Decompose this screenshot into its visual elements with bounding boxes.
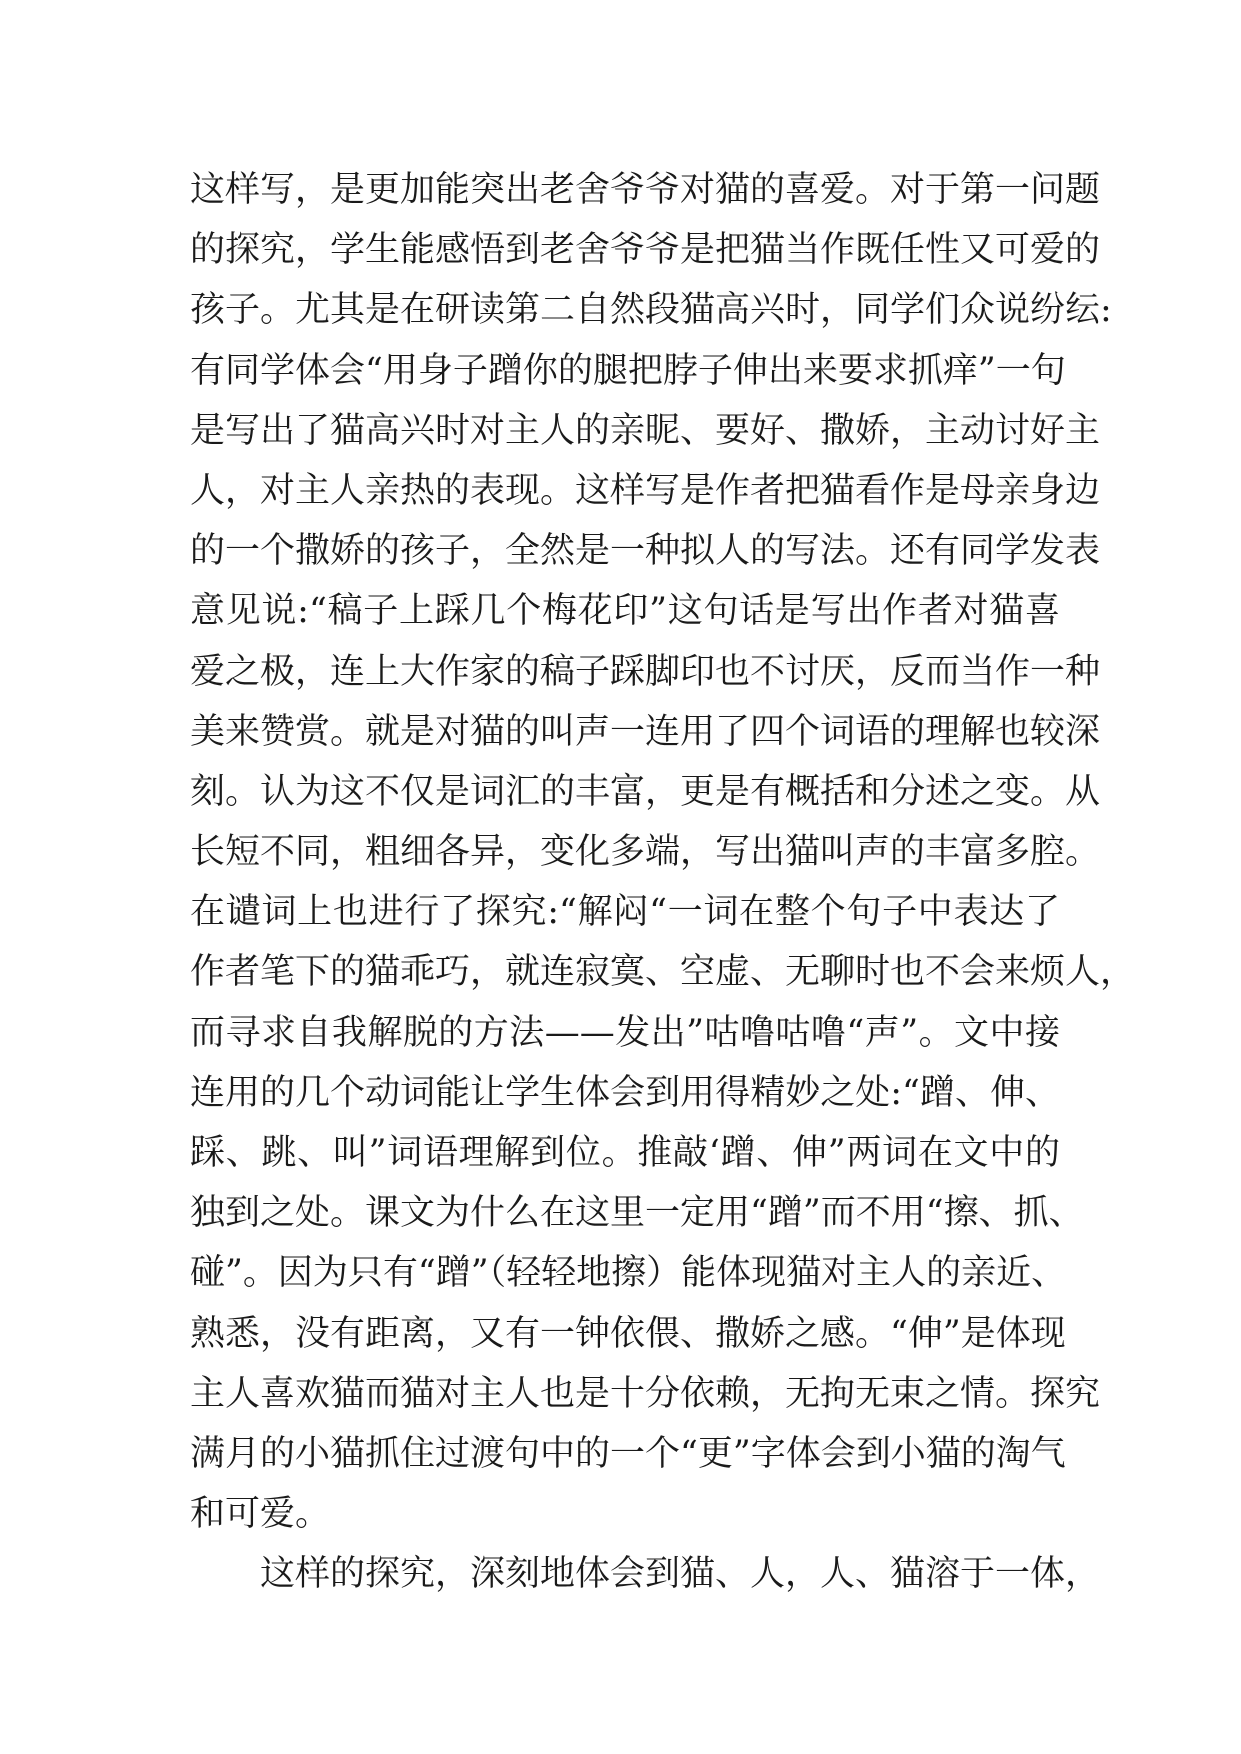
text-line: 刻。认为这不仅是词汇的丰富，更是有概括和分述之变。从 bbox=[190, 771, 1101, 812]
text-line: 碰”。因为只有“蹭”（轻轻地擦）能体现猫对主人的亲近、 bbox=[190, 1253, 1067, 1294]
text-line: 这样的探究，深刻地体会到猫、人，人、猫溶于一体， bbox=[260, 1554, 1101, 1595]
text-line: 独到之处。课文为什么在这里一定用“蹭”而不用“擦、抓、 bbox=[190, 1193, 1084, 1234]
document-body bbox=[190, 160, 1136, 1605]
text-line: 美来赞赏。就是对猫的叫声一连用了四个词语的理解也较深 bbox=[190, 711, 1101, 752]
text-line: 满月的小猫抓住过渡句中的一个“更”字体会到小猫的淘气 bbox=[190, 1433, 1066, 1474]
text-line: 的探究，学生能感悟到老舍爷爷是把猫当作既任性又可爱的 bbox=[190, 230, 1101, 271]
text-line: 人，对主人亲热的表现。这样写是作者把猫看作是母亲身边 bbox=[190, 470, 1101, 511]
text-line: 的一个撒娇的孩子，全然是一种拟人的写法。还有同学发表 bbox=[190, 531, 1101, 572]
text-line: 而寻求自我解脱的方法——发出”咕噜咕噜“声”。文中接 bbox=[190, 1012, 1060, 1053]
paragraph-2 bbox=[190, 1544, 1101, 1604]
text-line: 长短不同，粗细各异，变化多端，写出猫叫声的丰富多腔。 bbox=[190, 832, 1101, 873]
text-line: 熟悉，没有距离，又有一钟依偎、撒娇之感。“伸”是体现 bbox=[190, 1313, 1066, 1354]
text-line: 意见说:“稿子上踩几个梅花印”这句话是写出作者对猫喜 bbox=[190, 591, 1060, 632]
text-line: 连用的几个动词能让学生体会到用得精妙之处:“蹭、伸、 bbox=[190, 1072, 1060, 1113]
text-line: 在谴词上也进行了探究:“解闷“一词在整个句子中表达了 bbox=[190, 892, 1060, 933]
paragraph-1 bbox=[190, 160, 1136, 1544]
text-line: 作者笔下的猫乖巧，就连寂寞、空虚、无聊时也不会来烦人， bbox=[190, 952, 1136, 993]
text-line: 有同学体会“用身子蹭你的腿把脖子伸出来要求抓痒”一句 bbox=[190, 350, 1066, 391]
text-line: 是写出了猫高兴时对主人的亲昵、要好、撒娇，主动讨好主 bbox=[190, 410, 1101, 451]
text-line: 爱之极，连上大作家的稿子踩脚印也不讨厌，反而当作一种 bbox=[190, 651, 1101, 692]
text-line: 这样写，是更加能突出老舍爷爷对猫的喜爱。对于第一问题 bbox=[190, 170, 1101, 210]
text-line: 和可爱。 bbox=[190, 1494, 331, 1535]
text-line: 踩、跳、叫”词语理解到位。推敲‘蹭、伸”两词在文中的 bbox=[190, 1133, 1060, 1173]
text-line: 主人喜欢猫而猫对主人也是十分依赖，无拘无束之情。探究 bbox=[190, 1373, 1101, 1414]
text-line: 孩子。尤其是在研读第二自然段猫高兴时，同学们众说纷纭: bbox=[190, 290, 1112, 331]
